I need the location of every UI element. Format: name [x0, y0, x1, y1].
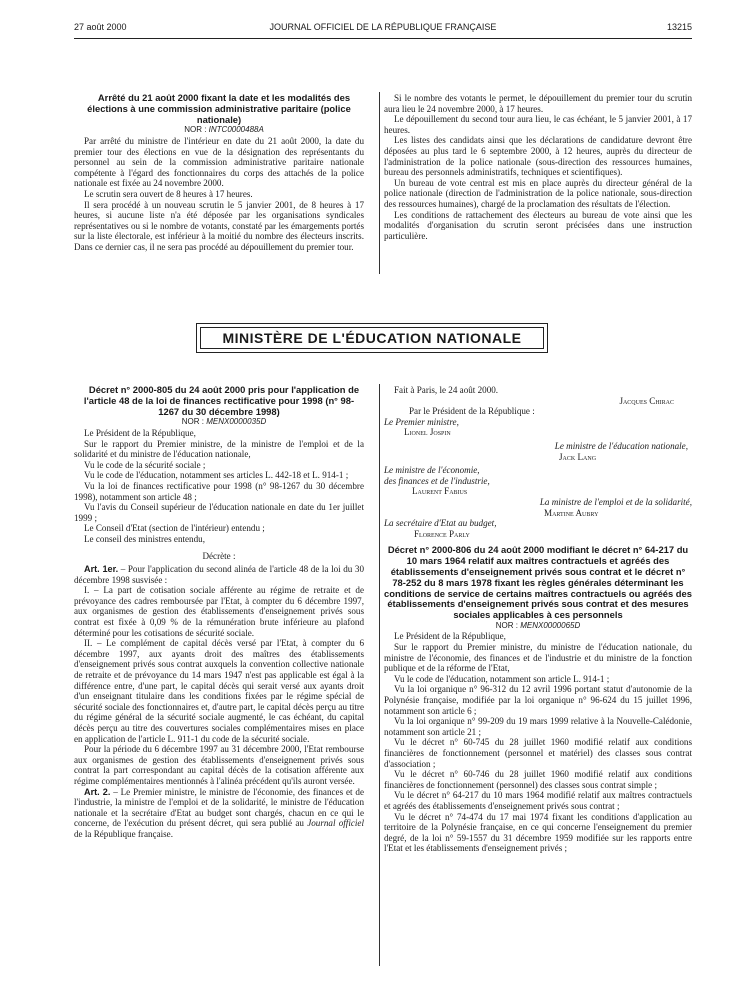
decret1-visa: Le conseil des ministres entendu,	[84, 533, 205, 544]
decret1-visa: Vu l'avis du Conseil supérieur de l'éducation nationale en date du 1er juillet 1999 ;	[74, 502, 364, 523]
arrete-para: Les listes des candidats ainsi que les déclarations de candidature devront être déposées au plus tard le 6 septembre 2000, à 12 heures, auprès du directeur de l'administration de la police nationale (sous-direction des ressources humaines, bureau des personnels administratifs, techniques et scientifiques).	[384, 135, 692, 178]
arrete-left-column	[74, 93, 364, 253]
budget-name: Florence Parly	[414, 528, 470, 539]
president-name: Jacques Chirac	[619, 395, 674, 406]
decret1-visa: Sur le rapport du Premier ministre, de la ministre de l'emploi et de la solidarité et du ministre de l'éducation nationale,	[74, 438, 364, 460]
pm-name: Lionel Jospin	[404, 427, 451, 438]
decret2-visa: Vu le décret n° 64-217 du 10 mars 1964 modifié relatif aux maîtres contractuels et agréés des établissements d'enseignement privés sous contrat ;	[384, 790, 692, 811]
decret2-visa: Vu le décret n° 60-745 du 28 juillet 1960 modifié relatif aux conditions financières de fonctionnement (personnel et matériel) des classes sous contrat d'association ;	[384, 737, 692, 769]
decret2-visa: Vu le décret n° 60-746 du 28 juillet 1960 modifié relatif aux conditions financières de fonctionnement (personnel) des classes sous contrat simple ;	[384, 769, 692, 790]
arrete-nor: NOR : INTC0000488A	[184, 125, 264, 135]
eco-title-2: des finances et de l'industrie,	[384, 475, 490, 486]
decret1-signatures	[384, 385, 692, 854]
decret2-visa: Vu la loi organique n° 96-312 du 12 avril 1996 portant statut d'autonomie de la Polynésie française, modifiée par la loi organique n° 96-624 du 15 juillet 1996, notamment son article 6 ;	[384, 684, 692, 716]
decret2-visa: Vu le décret n° 74-474 du 17 mai 1974 fixant les conditions d'application au territoire de la Polynésie française, en ce qui concerne l'enseignement du premier degré, de la loi n° 59-1557 du 31 décembre 1959 modifiée sur les rapports entre l'Etat et les établissements d'enseignement privés ;	[384, 811, 692, 854]
page-header	[74, 22, 692, 36]
arrete-para: Les conditions de rattachement des électeurs au bureau de vote ainsi que les modalités d'organisation du scrutin seront précisées dans une instruction particulière.	[384, 209, 692, 241]
arrete-title: Arrêté du 21 août 2000 fixant la date et les modalités des élections à une commission administrative paritaire (police nationale)	[87, 92, 351, 125]
decret1-article-2: Art. 2. – Le Premier ministre, le ministre de l'économie, des finances et de l'industrie, la ministre de l'emploi et de la solidarité, le ministre de l'éducation nationale et la secrétaire d'Etat au budget sont chargés, chacun en ce qui le concerne, de l'exécution du présent décret, qui sera publié au Journal officiel de la République française.	[74, 786, 364, 839]
decret2-visa: Vu la loi organique n° 99-209 du 19 mars 1999 relative à la Nouvelle-Calédonie, notamment son article 21 ;	[384, 716, 692, 737]
decret1-art1-para: Pour la période du 6 décembre 1997 au 31 décembre 2000, l'Etat rembourse aux organismes de gestion des établissements d'enseignement privés sous contrat la part correspondant au capital décès de la cotisation afférente aux régime complémentaires mentionnés à l'alinéa précédent qu'ils auront versée.	[74, 744, 364, 786]
budget-title: La secrétaire d'Etat au budget,	[384, 518, 497, 529]
decret2-visa: Le Président de la République,	[394, 631, 506, 642]
header-page-number: 13215	[666, 22, 692, 32]
arrete-para: Le scrutin sera ouvert de 8 heures à 17 heures.	[84, 188, 253, 199]
decret1-column	[74, 385, 364, 840]
eco-title: Le ministre de l'économie,	[384, 465, 480, 476]
eco-name: Laurent Fabius	[412, 486, 468, 497]
decret1-visa: Le Président de la République,	[84, 427, 196, 438]
signing-place-date: Fait à Paris, le 24 août 2000.	[394, 385, 499, 395]
decret2-visa: Vu le code de l'éducation, notamment son article L. 914-1 ;	[394, 673, 610, 684]
men-name: Jack Lang	[559, 451, 597, 462]
decret2-title: Décret n° 2000-806 du 24 août 2000 modifiant le décret n° 64-217 du 10 mars 1964 relatif aux maîtres contractuels et agréés des établissements d'enseignement privés sous contrat et le décret n° 78-252 du 8 mars 1978 fixant les règles générales déterminant les conditions de service de certains maîtres contractuels ou agréés des établissements d'enseignement privés sous contrat et des mesures sociales applicables à ces personnels	[384, 544, 692, 621]
emploi-name: Martine Aubry	[544, 507, 599, 518]
ministry-heading: MINISTÈRE DE L'ÉDUCATION NATIONALE	[200, 327, 544, 349]
arrete-para: Par arrêté du ministre de l'intérieur en date du 21 août 2000, la date du premier tour des élections en vue de la désignation des représentants du personnel au sein de la commission administrative paritaire nationale compétente à l'égard des fonctionnaires du corps des attachés de la police nationale est fixée au 24 novembre 2000.	[74, 135, 364, 189]
decret1-visa: Vu le code de l'éducation, notamment ses articles L. 442-18 et L. 914-1 ;	[84, 470, 349, 481]
arrete-right-column	[384, 93, 692, 241]
decret1-title: Décret n° 2000-805 du 24 août 2000 pris pour l'application de l'article 48 de la loi de finances rectificative pour 1998 (n° 98-1267 du 30 décembre 1998)	[83, 384, 360, 417]
emploi-title: La ministre de l'emploi et de la solidarité,	[539, 496, 692, 507]
decret2-nor: NOR : MENX0000065D	[495, 620, 581, 630]
decrete-heading: Décrète :	[202, 550, 236, 561]
header-rule	[74, 38, 692, 39]
decret1-article-1: Art. 1er. – Pour l'application du second alinéa de l'article 48 de la loi du 30 décembre 1998 susvisée :	[74, 564, 364, 585]
arrete-para: Si le nombre des votants le permet, le dépouillement du premier tour du scrutin aura lieu le 24 novembre 2000, à 17 heures.	[384, 93, 692, 114]
pm-title: Le Premier ministre,	[384, 416, 459, 427]
arrete-para: Il sera procédé à un nouveau scrutin le 5 janvier 2001, de 8 heures à 17 heures, si aucune liste n'a été déposée par les organisations syndicales représentatives ou si le nombre de votants, constaté par les émargements portés sur la liste électorale, est inférieur à la moitié du nombre des électeurs inscrits. Dans ce dernier cas, il ne sera pas procédé au dépouillement du premier tour.	[74, 199, 364, 252]
decret1-art1-para: I. – La part de cotisation sociale afférente au régime de retraite et de prévoyance des cadres remboursée par l'Etat, à compter du 6 décembre 1997, aux organismes de gestion des établissements d'enseignement privés sous contrat est fixée à 0,09 % de la rémunération brute inférieure au plafond déterminé pour les cotisations de sécurité sociale.	[74, 585, 364, 638]
decret1-art1-para: II. – Le complément de capital décès versé par l'Etat, à compter du 6 décembre 1997, aux ayants droit des maîtres des établissements d'enseignement privés sous contrat auxquels la convention collective nationale de retraite et de prévoyance du 14 mars 1947 n'est pas applicable est égal à la différence entre, d'une part, le capital décès qui serait versé aux ayants droit d'un enseignant titulaire dans les conditions fixées par le régime spécial de sécurité sociale des fonctionnaires et, d'autre part, le capital décès perçu au titre du régime général de la sécurité sociale augmenté, le cas échéant, du capital décès perçu au titre des couvertures sociales complémentaires mises en place en application de l'article L. 911-1 du code de la sécurité sociale.	[74, 638, 364, 744]
header-date: 27 août 2000	[74, 22, 127, 32]
decret2-visa: Sur le rapport du Premier ministre, du ministre de l'éducation nationale, du ministre de l'économie, des finances et de l'industrie et du ministre de la fonction publique et de la réforme de l'Etat,	[384, 642, 692, 674]
decret1-visa: Le Conseil d'Etat (section de l'intérieur) entendu ;	[84, 523, 265, 534]
decret1-nor: NOR : MENX0000035D	[181, 417, 267, 427]
decret1-visa: Vu le code de la sécurité sociale ;	[84, 459, 206, 470]
arrete-para: Le dépouillement du second tour aura lieu, le cas échéant, le 5 janvier 2001, à 17 heures.	[384, 114, 692, 135]
men-title: Le ministre de l'éducation nationale,	[554, 440, 688, 451]
arrete-para: Un bureau de vote central est mis en place auprès du directeur général de la police nationale (direction de l'administration de la police nationale, sous-direction des ressources humaines), chargé de la proclamation des résultats de l'élection.	[384, 177, 692, 209]
decret1-visa: Vu la loi de finances rectificative pour 1998 (n° 98-1267 du 30 décembre 1998), notamment son article 48 ;	[74, 480, 364, 502]
column-divider-top	[379, 92, 380, 274]
by-president: Par le Président de la République :	[409, 406, 535, 417]
ministry-heading-box	[196, 323, 548, 353]
column-divider-bottom	[379, 384, 380, 966]
header-journal-title: JOURNAL OFFICIEL DE LA RÉPUBLIQUE FRANÇAISE	[269, 22, 497, 32]
